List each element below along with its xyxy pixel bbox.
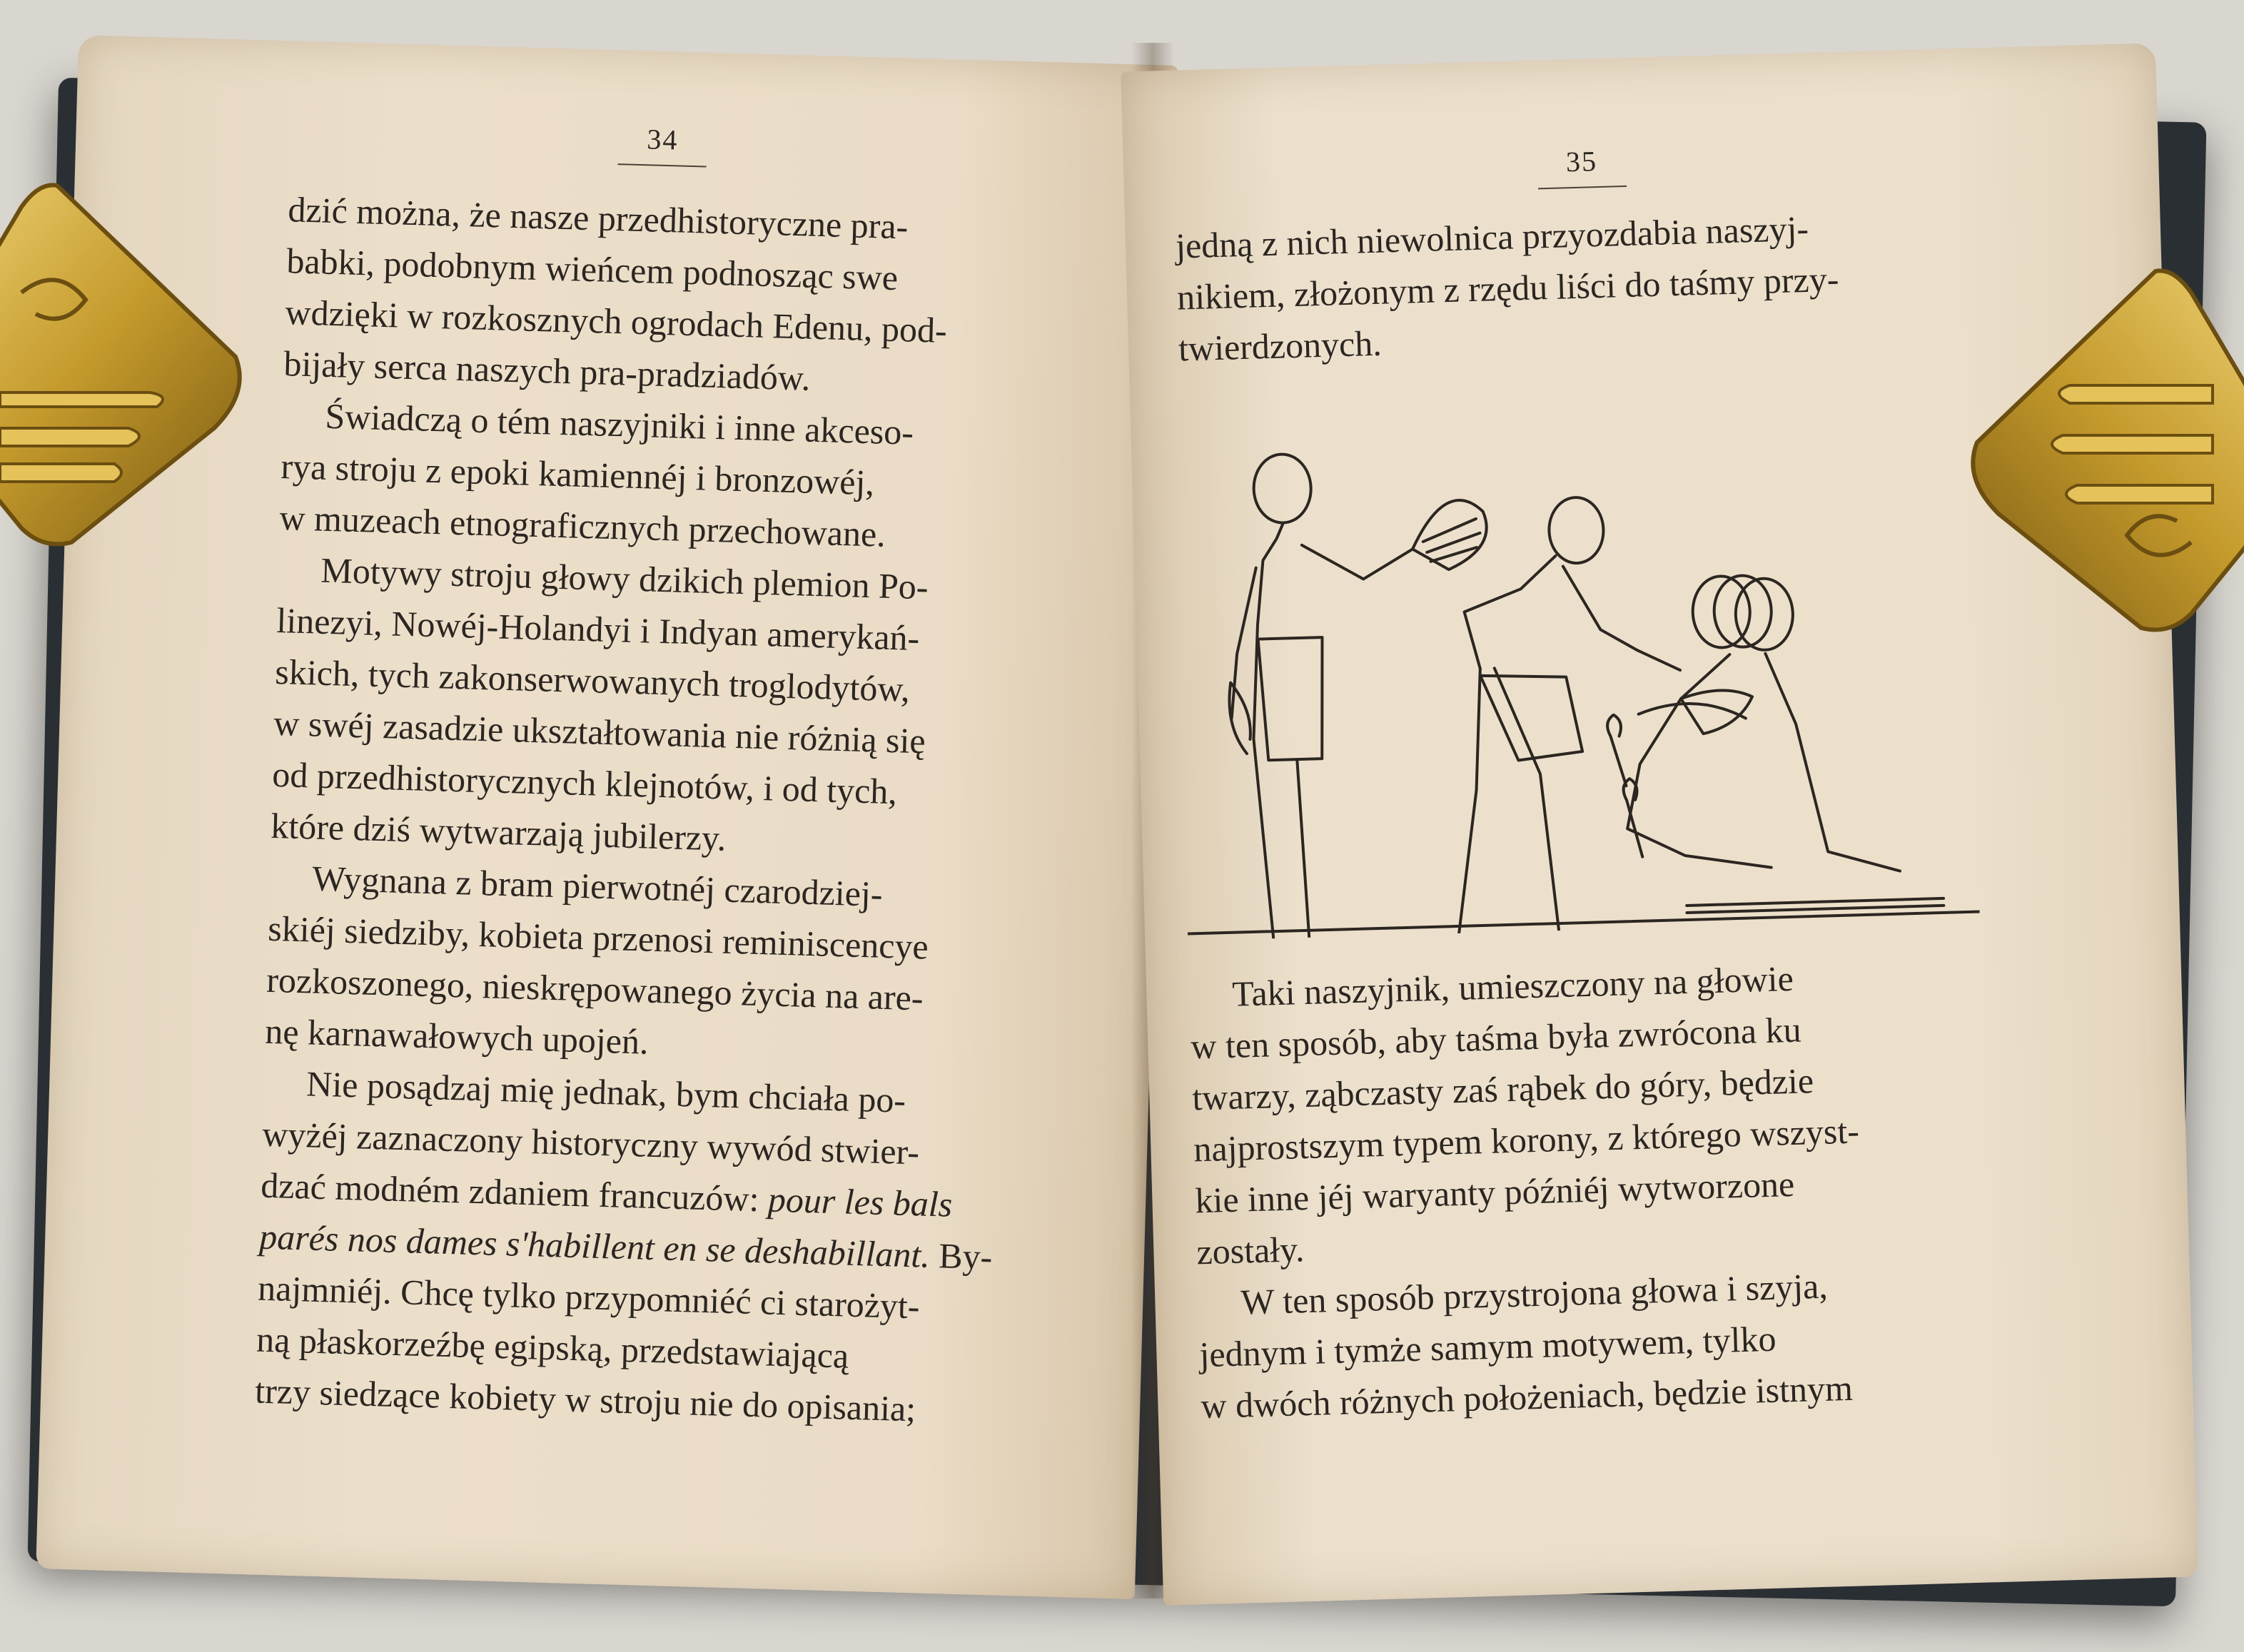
left-page-text	[254, 183, 1145, 1440]
brass-page-holder-left	[0, 178, 257, 549]
text-line: jednym i tymże samym motywem, tylko	[1198, 1318, 1777, 1375]
text-line: w muzeach etnograficznych przechowane.	[278, 497, 886, 554]
text-line: najmniéj. Chcę tylko przypomniéć ci starożyt-	[257, 1267, 921, 1327]
italic-phrase: pour les bals	[767, 1179, 953, 1225]
text-line: w swéj zasadzie ukształtowania nie różnią się	[273, 702, 926, 761]
page-number-right: 35	[1565, 145, 1598, 178]
text-line: jedną z nich niewolnica przyozdabia naszyj-	[1175, 208, 1809, 266]
text-line: w ten sposób, aby taśma była zwrócona ku	[1190, 1009, 1802, 1067]
egyptian-relief-illustration	[1174, 420, 1980, 941]
page-number-left: 34	[646, 123, 679, 156]
right-page-text-top	[1175, 198, 1986, 374]
text-line: bijały serca naszych pra-pradziadów.	[283, 343, 812, 398]
text-line: rya stroju z epoki kamiennéj i bronzowéj,	[280, 446, 875, 503]
text-line: które dziś wytwarzają jubilerzy.	[270, 805, 727, 858]
text-fragment: By-	[938, 1235, 994, 1277]
right-page-text-bottom	[1188, 947, 2008, 1431]
text-line: zostały.	[1196, 1229, 1305, 1272]
text-line: najprostszym typem korony, z którego wszyst-	[1193, 1110, 1860, 1170]
text-fragment: dzać modném zdaniem francuzów:	[260, 1165, 760, 1220]
text-line: twarzy, ząbczasty zaś rąbek do góry, będzie	[1191, 1060, 1814, 1118]
text-line: W ten sposób przystrojona głowa i szyja,	[1240, 1265, 1829, 1322]
text-line: od przedhistorycznych klejnotów, i od tych,	[271, 754, 898, 812]
text-line: dzić można, że nasze przedhistoryczne pra-	[287, 189, 909, 247]
text-line: twierdzonych.	[1178, 323, 1383, 369]
text-line: kie inne jéj waryanty późniéj wytworzone	[1194, 1163, 1795, 1221]
text-line: wdzięki w rozkosznych ogrodach Edenu, pod-	[284, 292, 948, 351]
text-line: Wygnana z bram pierwotnéj czarodziej-	[311, 858, 884, 914]
text-line: Świadczą o tém naszyjniki i inne akceso-	[324, 395, 914, 452]
text-line: babki, podobnym wieńcem podnosząc swe	[285, 240, 899, 298]
text-line: Taki naszyjnik, umieszczony na głowie	[1231, 958, 1794, 1014]
italic-phrase: parés nos dames s'habillent en se deshabillant.	[258, 1216, 931, 1275]
text-line: Nie posądzaj mię jednak, bym chciała po-	[305, 1063, 906, 1120]
text-line: skich, tych zakonserwowanych troglodytów,	[274, 651, 911, 709]
text-line: trzy siedzące kobiety w stroju nie do opisania;	[254, 1370, 916, 1429]
text-line: linezyi, Nowéj-Holandyi i Indyan amerykań-	[276, 599, 921, 659]
text-line: wyżéj zaznaczony historyczny wywód stwier-	[261, 1113, 920, 1172]
text-line: nę karnawałowych upojeń.	[264, 1010, 650, 1062]
text-line: nikiem, złożonym z rzędu liści do taśmy przy-	[1176, 258, 1840, 318]
text-line: rozkoszonego, nieskrępowanego życia na are-	[266, 959, 924, 1018]
brass-page-holder-right	[1956, 264, 2244, 635]
text-line: skiéj siedziby, kobieta przenosi reminiscencye	[267, 908, 929, 967]
text-line: w dwóch różnych położeniach, będzie istnym	[1200, 1367, 1854, 1427]
text-line: ną płaskorzeźbę egipską, przedstawiającą	[256, 1319, 849, 1376]
text-line: Motywy stroju głowy dzikich plemion Po-	[320, 549, 929, 607]
